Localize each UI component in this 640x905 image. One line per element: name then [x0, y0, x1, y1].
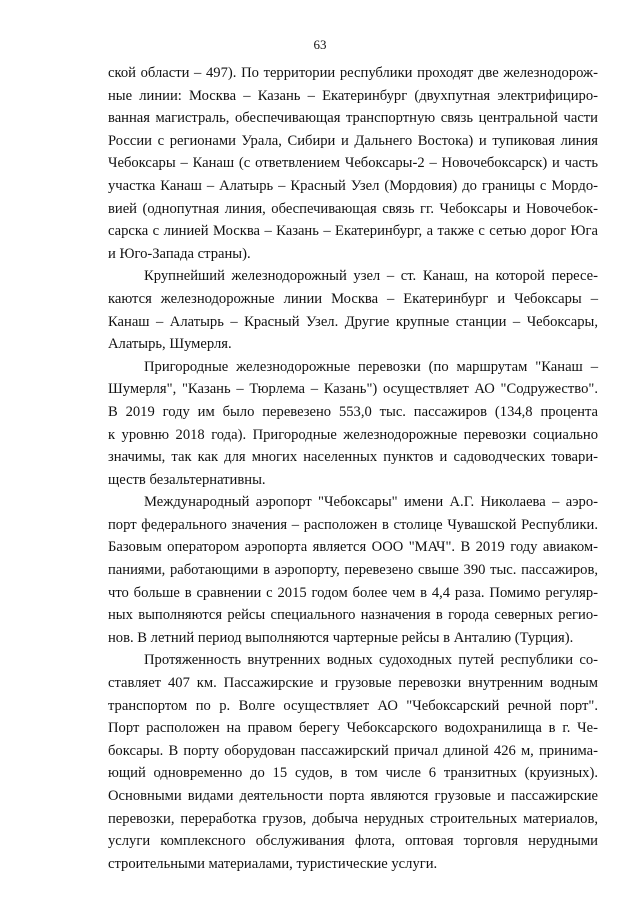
text-line: Шумерля", "Казань – Тюрлема – Казань") осуществляет АО "Содружество". — [108, 381, 598, 398]
text-line: В 2019 году им было перевезено 553,0 тыс. пассажиров (134,8 процента — [108, 403, 598, 420]
text-line: ской области – 497). По территории республики проходят две железнодорож- — [108, 65, 598, 81]
text-line: каются железнодорожные линии Москва – Екатеринбург и Чебоксары – — [108, 290, 598, 307]
text-line: строительными материалами, туристические услуги. — [108, 855, 438, 872]
text-line: паниями, работающими в аэропорту, перевезено свыше 390 тыс. пассажиров, — [108, 562, 598, 579]
text-line: Алатырь, Шумерля. — [108, 336, 232, 353]
text-line: ванная магистраль, обеспечивающая транспортную связь центральной части — [108, 110, 598, 127]
text-line: Базовым оператором аэропорта является ООО "МАЧ". В 2019 году авиаком- — [108, 539, 598, 556]
text-line: Пригородные железнодорожные перевозки (по маршрутам "Канаш – — [144, 358, 598, 375]
text-line: ставляет 407 км. Пассажирские и грузовые перевозки внутренним водным — [108, 675, 598, 692]
text-line: и Юго-Запада страны). — [108, 245, 251, 262]
paragraph-railways — [108, 62, 598, 265]
paragraph-railway-junction — [108, 265, 598, 355]
text-line: нов. В летний период выполняются чартерные рейсы в Анталию (Турция). — [108, 629, 574, 646]
text-line: Международный аэропорт "Чебоксары" имени А.Г. Николаева – аэро- — [144, 494, 598, 511]
text-line: порт федерального значения – расположен в столице Чувашской Республики. — [108, 516, 598, 533]
text-line: Канаш – Алатырь – Красный Узел. Другие крупные станции – Чебоксары, — [108, 313, 598, 330]
text-line: Чебоксары – Канаш (с ответвлением Чебоксары-2 – Новочебоксарск) и часть — [108, 155, 598, 172]
text-line: услуги комплексного обслуживания флота, оптовая торговля нерудными — [108, 833, 598, 850]
text-line: ных выполняются рейсы специального назначения в города северных регио- — [108, 607, 598, 624]
text-line: России с регионами Урала, Сибири и Дальнего Востока) и тупиковая линия — [108, 132, 598, 149]
text-line: ющий одновременно до 15 судов, в том числе 6 транзитных (круизных). — [108, 765, 598, 782]
text-line: к уровню 2018 года). Пригородные железнодорожные перевозки социально — [108, 426, 598, 443]
text-line: боксары. В порту оборудован пассажирский причал длиной 426 м, принима- — [108, 742, 598, 759]
paragraph-suburban-transport — [108, 356, 598, 492]
paragraph-water-transport — [108, 649, 598, 875]
text-line: Порт расположен на правом берегу Чебоксарского водохранилища в г. Че- — [108, 720, 598, 737]
document-body — [108, 62, 598, 875]
text-line: участка Канаш – Алатырь – Красный Узел (Мордовия) до границы с Мордо- — [108, 177, 598, 194]
text-line: Крупнейший железнодорожный узел – ст. Канаш, на которой пересе- — [144, 268, 598, 285]
text-line: Основными видами деятельности порта являются грузовые и пассажирские — [108, 788, 598, 804]
text-line: транспортом по р. Волге осуществляет АО "Чебоксарский речной порт". — [108, 697, 598, 714]
text-line: перевозки, переработка грузов, добыча нерудных строительных материалов, — [108, 810, 598, 827]
text-line: вией (однопутная линия, обеспечивающая связь гг. Чебоксары и Новочебок- — [108, 200, 598, 217]
text-line: ные линии: Москва – Казань – Екатеринбург (двухпутная электрифициро- — [108, 87, 598, 104]
page-number: 63 — [313, 37, 327, 52]
text-line: сарска с линией Москва – Казань – Екатеринбург, а также с сетью дорог Юга — [108, 223, 598, 240]
text-line: значимы, так как для многих населенных пунктов и садоводческих товари- — [108, 449, 598, 466]
paragraph-airport — [108, 491, 598, 649]
text-line: Протяженность внутренних водных судоходных путей республики со- — [144, 652, 598, 669]
text-line: что больше в сравнении с 2015 годом более чем в 4,4 раза. Помимо регуляр- — [108, 584, 598, 601]
text-line: ществ безальтернативны. — [108, 471, 266, 488]
